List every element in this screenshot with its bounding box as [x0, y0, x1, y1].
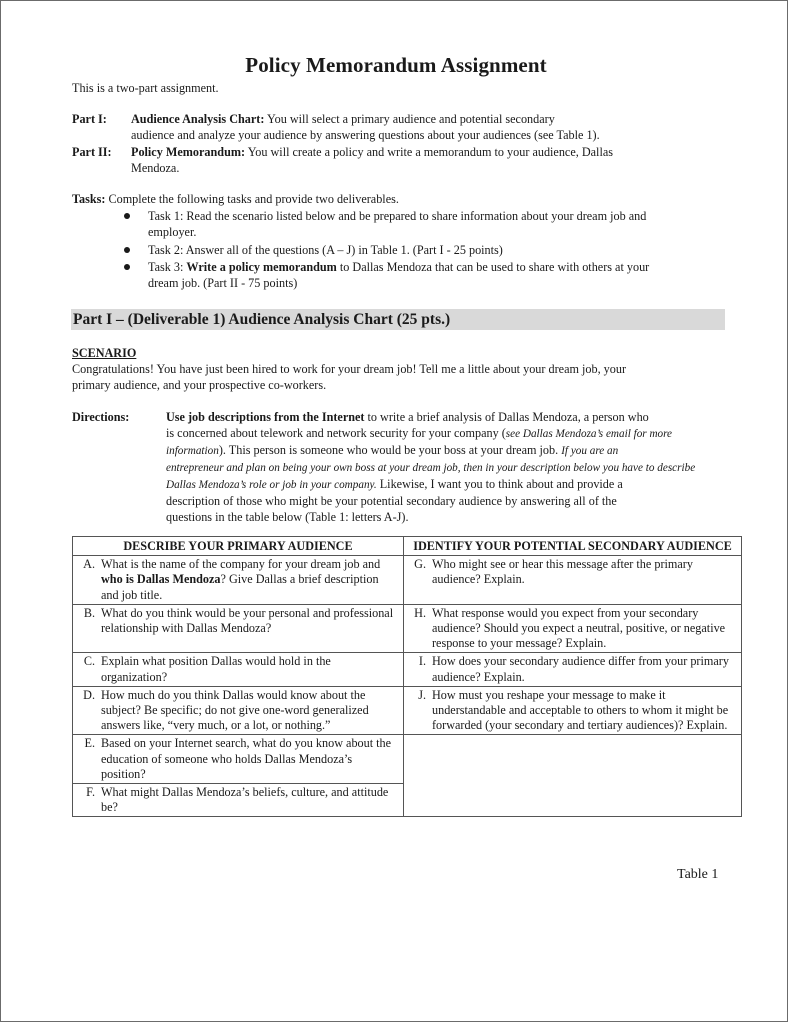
question-a-text-rest: ? Give Dallas a brief description and job title.	[101, 572, 379, 602]
secondary-audience-header: IDENTIFY YOUR POTENTIAL SECONDARY AUDIENCE	[404, 537, 742, 556]
question-letter: E.	[84, 736, 95, 751]
directions-l2-italic: see Dallas Mendoza’s email for more	[505, 428, 673, 441]
scenario-line1: Congratulations! You have just been hired to work for your dream job! Tell me a little about your dream job, your	[72, 362, 627, 376]
table-row	[73, 556, 742, 605]
task3-rest: to Dallas Mendoza that can be used to share with others at your	[336, 260, 650, 274]
question-b-cell	[73, 604, 404, 653]
directions-bold: Use job descriptions from the Internet	[166, 410, 365, 424]
bullet-icon	[124, 213, 130, 219]
directions-l3-italic2: If you are an	[561, 445, 619, 458]
task-2: Task 2: Answer all of the questions (A – J) in Table 1. (Part I - 25 points)	[148, 243, 503, 257]
task3-line2: dream job. (Part II - 75 points)	[148, 276, 298, 291]
directions-l7: questions in the table below (Table 1: letters A-J).	[166, 510, 409, 525]
scenario-text	[72, 361, 732, 393]
task3-prefix: Task 3:	[148, 260, 187, 274]
question-d-text: How much do you think Dallas would know about the subject? Be specific; do not give one-word generalized answers like, “very much, or a lot, or nothing.”	[101, 687, 369, 733]
question-c-cell	[73, 653, 404, 686]
table-caption: Table 1	[677, 867, 719, 882]
question-i-cell	[404, 653, 742, 686]
question-d-cell	[73, 686, 404, 735]
directions-l3-italic: information	[166, 445, 219, 458]
part1-heading: Audience Analysis Chart:	[131, 112, 265, 126]
intro-text: This is a two-part assignment.	[72, 81, 219, 95]
scenario-heading: SCENARIO	[72, 346, 137, 360]
empty-cell	[404, 735, 742, 817]
question-j-text: How must you reshape your message to make it understandable and acceptable to others to whom it might be forwarded (your secondary and tertiary audiences)? Explain.	[432, 687, 729, 733]
task3-bold: Write a policy memorandum	[186, 260, 337, 274]
table-header-row	[73, 537, 742, 556]
question-j-cell	[404, 686, 742, 735]
directions-l5-italic: Dallas Mendoza’s role or job in your company.	[166, 478, 377, 491]
directions-l2: is concerned about telework and network security for your company (	[166, 426, 506, 441]
question-e-cell	[73, 735, 404, 784]
question-g-text: Who might see or hear this message after the primary audience? Explain.	[432, 557, 693, 587]
part2-text-line1: You will create a policy and write a memorandum to your audience, Dallas	[247, 145, 613, 159]
directions-l4-italic: entrepreneur and plan on being your own boss at your dream job, then in your description below you have to describe	[166, 461, 696, 474]
question-e-text: Based on your Internet search, what do you know about the education of someone who holds Dallas Mendoza’s position?	[101, 736, 392, 781]
part1-text-line1: You will select a primary audience and potential secondary	[267, 112, 555, 126]
question-h-text: What response would you expect from your secondary audience? Should you expect a neutral, positive, or negative response to your message? Explain.	[432, 605, 726, 651]
directions-label: Directions:	[72, 410, 130, 424]
task1-line1: Task 1: Read the scenario listed below and be prepared to share information about your dream job and	[148, 209, 647, 223]
table-row	[73, 735, 742, 784]
bullet-icon	[124, 247, 130, 253]
scenario-line2: primary audience, and your prospective co-workers.	[72, 378, 327, 393]
bullet-icon	[124, 264, 130, 270]
directions-l6: description of those who might be your potential secondary audience by answering all of the	[166, 494, 617, 509]
question-i-text: How does your secondary audience differ from your primary audience? Explain.	[432, 654, 729, 684]
question-b-text: What do you think would be your personal and professional relationship with Dallas Mendoza?	[101, 605, 394, 636]
question-f-cell	[73, 784, 404, 817]
table-row	[73, 686, 742, 735]
tasks-intro	[72, 191, 399, 207]
question-letter: C.	[83, 654, 95, 669]
question-a-cell	[73, 556, 404, 605]
part1-text-line2: audience and analyze your audience by answering questions about your audiences (see Table 1).	[131, 128, 600, 143]
directions-l3: ). This person is someone who would be your boss at your dream job.	[218, 443, 562, 458]
question-c-text: Explain what position Dallas would hold in the organization?	[101, 654, 331, 684]
directions-l5: Likewise, I want you to think about and provide a	[376, 476, 623, 491]
question-letter: A.	[83, 557, 95, 572]
page-title: Policy Memorandum Assignment	[245, 53, 547, 77]
tasks-intro-text: Complete the following tasks and provide two deliverables.	[108, 192, 399, 206]
directions-l1: to write a brief analysis of Dallas Mendoza, a person who	[364, 410, 649, 424]
tasks-label: Tasks:	[72, 192, 106, 206]
question-letter: G.	[414, 557, 426, 572]
question-letter: H.	[414, 605, 426, 620]
section-banner: Part I – (Deliverable 1) Audience Analysis Chart (25 pts.)	[71, 309, 725, 330]
question-g-cell	[404, 556, 742, 605]
table-row	[73, 653, 742, 686]
question-f-text: What might Dallas Mendoza’s beliefs, culture, and attitude be?	[101, 785, 389, 815]
part2-label: Part II:	[72, 145, 112, 159]
task1-line2: employer.	[148, 225, 197, 240]
question-letter: J.	[418, 687, 426, 702]
question-letter: F.	[86, 785, 95, 800]
question-h-cell	[404, 604, 742, 653]
audience-analysis-table	[72, 536, 742, 817]
question-letter: B.	[83, 605, 95, 620]
part2-heading: Policy Memorandum:	[131, 145, 246, 159]
task-1	[148, 208, 738, 240]
question-a-text: What is the name of the company for your dream job and	[101, 557, 381, 572]
directions-text	[166, 409, 741, 525]
part2-text-line2: Mendoza.	[131, 161, 180, 176]
question-a-bold: who is Dallas Mendoza	[101, 572, 221, 587]
table-row	[73, 604, 742, 653]
question-letter: D.	[83, 687, 95, 702]
task-3	[148, 259, 738, 291]
part1-description	[131, 111, 731, 143]
primary-audience-header: DESCRIBE YOUR PRIMARY AUDIENCE	[73, 537, 404, 556]
question-letter: I.	[418, 654, 426, 669]
part1-label: Part I:	[72, 112, 107, 126]
part2-description	[131, 144, 731, 176]
